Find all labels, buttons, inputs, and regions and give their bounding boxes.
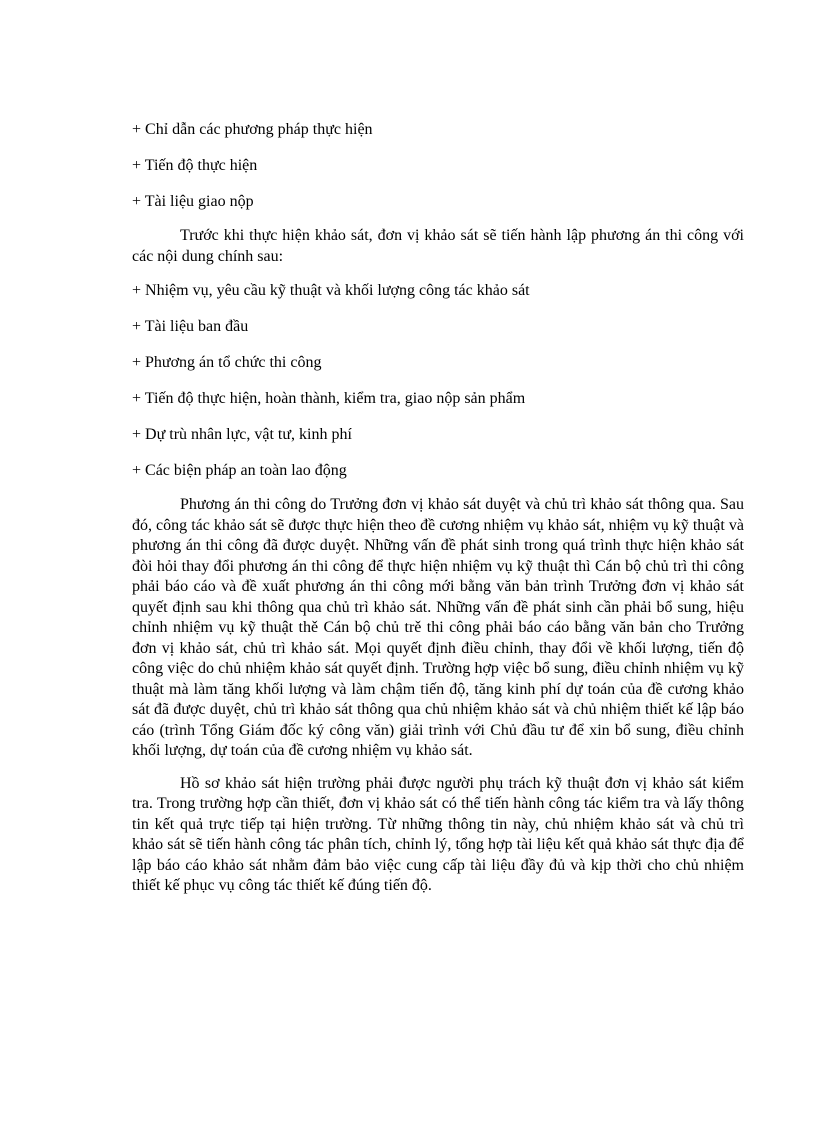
bullet-resources-budget: + Dự trù nhân lực, vật tư, kinh phí [132, 426, 352, 443]
paragraph-field-records: Hồ sơ khảo sát hiện trường phải được người phụ trách kỹ thuật đơn vị khảo sát kiểm tra. Trong trường hợp cần thiết, đơn vị khảo sát có thể tiến hành công tác kiểm tra và lấy thông tin kết quả trực tiếp tại hiện trường. Từ những thông tin này, chủ nhiệm khảo sát và chủ trì khảo sát sẽ tiến hành công tác phân tích, chỉnh lý, tổng hợp tài liệu kết quả khảo sát thực địa để lập báo cáo khảo sát nhằm đảm bảo việc cung cấp tài liệu đầy đủ và kịp thời cho chủ nhiệm thiết kế phục vụ công tác thiết kế đúng tiến độ. [132, 774, 744, 894]
document-page [132, 118, 744, 897]
bullet-submitted-documents: + Tài liệu giao nộp [132, 193, 254, 210]
bullet-tasks-requirements: + Nhiệm vụ, yêu cầu kỹ thuật và khối lượng công tác khảo sát [132, 282, 530, 299]
bullet-guidance-methods: + Chỉ dẫn các phương pháp thực hiện [132, 121, 373, 138]
bullet-initial-documents: + Tài liệu ban đầu [132, 318, 249, 335]
bullet-construction-plan: + Phương án tổ chức thi công [132, 354, 322, 371]
bullet-schedule-delivery: + Tiến độ thực hiện, hoàn thành, kiểm tra, giao nộp sản phẩm [132, 390, 526, 407]
content-bullet-list [132, 279, 744, 483]
bullet-progress: + Tiến độ thực hiện [132, 157, 258, 174]
paragraph-construction-approval: Phương án thi công do Trưởng đơn vị khảo sát duyệt và chủ trì khảo sát thông qua. Sau đó, công tác khảo sát sẽ được thực hiện theo đề cương nhiệm vụ khảo sát, nhiệm vụ kỹ thuật và phương án thi công đã được duyệt. Những vấn đề phát sinh trong quá trình thực hiện khảo sát đòi hỏi thay đổi phương án thi công để thực hiện nhiệm vụ kỹ thuật thì Cán bộ chủ trì thi công phải báo cáo và đề xuất phương án thi công mới bằng văn bản trình Trưởng đơn vị khảo sát quyết định sau khi thông qua chủ trì khảo sát. Những vấn đề phát sinh cần phải bổ sung, hiệu chỉnh nhiệm vụ kỹ thuật thě Cán bộ chủ trě thi công phải báo cáo bằng văn bản cho Trưởng đơn vị khảo sát, chủ trì khảo sát. Mọi quyết định điều chỉnh, thay đổi về khối lượng, tiến độ công việc do chủ nhiệm khảo sát quyết định. Trường hợp việc bổ sung, điều chỉnh nhiệm vụ kỹ thuật mà làm tăng khối lượng và làm chậm tiến độ, tăng kinh phí dự toán của đề cương khảo sát đã được duyệt, chủ trì khảo sát thông qua chủ nhiệm khảo sát và chủ nhiệm thiết kế lập báo cáo (trình Tổng Giám đốc ký công văn) giải trình với Chủ đầu tư để xin bổ sung, điều chỉnh khối lượng, dự toán của đề cương nhiệm vụ khảo sát. [132, 496, 744, 759]
intro-paragraph: Trước khi thực hiện khảo sát, đơn vị khảo sát sẽ tiến hành lập phương án thi công với các nội dung chính sau: [132, 227, 744, 265]
bullet-safety-measures: + Các biện pháp an toàn lao động [132, 462, 347, 479]
